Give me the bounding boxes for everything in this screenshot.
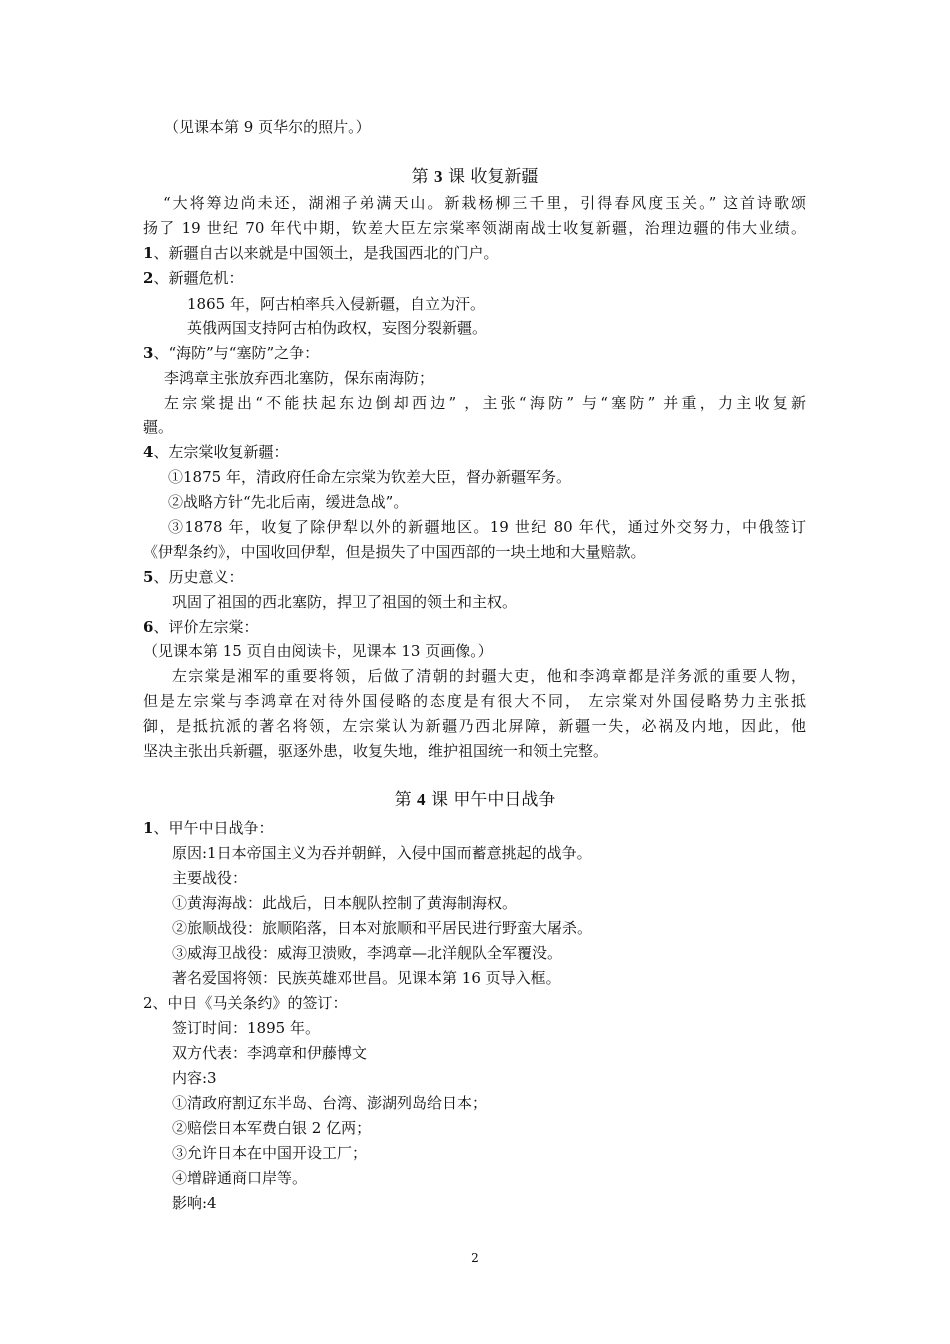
evaluation-para-line-1: 左宗棠是湘军的重要将领，后做了清朝的封疆大吏，他和李鸿章都是洋务派的重要人物， xyxy=(172,667,806,685)
war-section-text: 、甲午中日战争： xyxy=(153,819,274,837)
war-section-heading xyxy=(143,818,273,838)
section-3-number: 3 xyxy=(143,344,154,362)
lesson-4-title-text: 课 甲午中日战争 xyxy=(430,790,556,810)
section-2-number: 2 xyxy=(143,269,154,287)
main-battles-label: 主要战役： xyxy=(172,869,248,887)
section-3-heading xyxy=(143,343,319,363)
section-5-item: 巩固了祖国的西北塞防，捍卫了祖国的领土和主权。 xyxy=(172,593,518,611)
section-3-item-a: 李鸿章主张放弃西北塞防，保东南海防； xyxy=(164,369,435,387)
treaty-clause-3: ③允许日本在中国开设工厂； xyxy=(172,1144,368,1162)
section-2-item-a: 1865 年，阿古柏率兵入侵新疆，自立为汗。 xyxy=(187,295,485,313)
famous-general: 著名爱国将领：民族英雄邓世昌。见课本第 16 页导入框。 xyxy=(172,969,561,987)
section-4-heading xyxy=(143,442,288,462)
war-cause: 原因:1日本帝国主义为吞并朝鲜，入侵中国而蓄意挑起的战争。 xyxy=(172,844,592,862)
evaluation-para-line-2: 但是左宗棠与李鸿章在对待外国侵略的态度是有很大不同， 左宗棠对外国侵略势力主张抵 xyxy=(143,692,806,710)
section-3-item-b-line-1: 左宗棠提出“不能扶起东边倒却西边” ，主张“海防” 与“塞防” 并重，力主收复新 xyxy=(164,394,806,412)
treaty-content-label: 内容:3 xyxy=(172,1069,217,1087)
treaty-representatives: 双方代表：李鸿章和伊藤博文 xyxy=(172,1044,368,1062)
section-4-item-1: ①1875 年，清政府任命左宗棠为钦差大臣，督办新疆军务。 xyxy=(168,468,571,486)
section-6-text: 、评价左宗棠： xyxy=(153,618,259,636)
section-1-number: 1 xyxy=(143,244,154,262)
treaty-section-heading: 2、中日《马关条约》的签订： xyxy=(143,994,348,1012)
poem-intro-line-1: “大将筹边尚未还，湖湘子弟满天山。新栽杨柳三千里，引得春风度玉关。” 这首诗歌颂 xyxy=(163,194,806,212)
section-5-heading xyxy=(143,567,243,587)
section-1-text: 、新疆自古以来就是中国领土，是我国西北的门户。 xyxy=(153,244,499,262)
section-6-reference: （见课本第 15 页自由阅读卡，见课本 13 页画像。） xyxy=(143,642,493,660)
section-4-item-3-line-2: 《伊犁条约》，中国收回伊犁，但是损失了中国西部的一块土地和大量赔款。 xyxy=(143,543,646,561)
section-3-text: 、“海防”与“塞防”之争： xyxy=(153,344,320,362)
section-2-item-b: 英俄两国支持阿古柏伪政权，妄图分裂新疆。 xyxy=(187,319,488,337)
treaty-clause-2: ②赔偿日本军费白银 2 亿两； xyxy=(172,1119,372,1137)
lesson-3-title-pre: 第 xyxy=(411,167,429,187)
section-5-text: 、历史意义： xyxy=(153,568,244,586)
section-4-number: 4 xyxy=(143,443,154,461)
treaty-clause-4: ④增辟通商口岸等。 xyxy=(172,1169,308,1187)
section-2-text: 、新疆危机： xyxy=(153,269,244,287)
treaty-impact-label: 影响:4 xyxy=(172,1194,217,1212)
section-4-text: 、左宗棠收复新疆： xyxy=(153,443,289,461)
lesson-3-number: 3 xyxy=(434,167,443,186)
section-6-heading xyxy=(143,617,258,637)
lesson-4-title xyxy=(0,789,950,811)
section-3-item-b-line-2: 疆。 xyxy=(143,418,174,436)
battle-1: ①黄海海战：此战后，日本舰队控制了黄海制海权。 xyxy=(172,894,518,912)
war-section-number: 1 xyxy=(143,819,154,837)
photo-reference-note: （见课本第 9 页华尔的照片。） xyxy=(164,118,371,136)
section-2-heading xyxy=(143,268,243,288)
evaluation-para-line-4: 坚决主张出兵新疆，驱逐外患，收复失地，维护祖国统一和领土完整。 xyxy=(143,742,609,760)
treaty-clause-1: ①清政府割辽东半岛、台湾、澎湖列岛给日本； xyxy=(172,1094,488,1112)
section-6-number: 6 xyxy=(143,618,154,636)
lesson-4-title-pre: 第 xyxy=(394,790,412,810)
section-4-item-3-line-1: ③1878 年，收复了除伊犁以外的新疆地区。19 世纪 80 年代，通过外交努力，中俄签订 xyxy=(168,518,806,536)
battle-3: ③威海卫战役：威海卫溃败，李鸿章—北洋舰队全军覆没。 xyxy=(172,944,563,962)
battle-2: ②旅顺战役：旅顺陷落，日本对旅顺和平居民进行野蛮大屠杀。 xyxy=(172,919,593,937)
page-number: 2 xyxy=(471,1251,479,1265)
section-4-item-2: ②战略方针“先北后南，缓进急战”。 xyxy=(168,493,409,511)
section-1-heading xyxy=(143,243,498,263)
treaty-time: 签订时间：1895 年。 xyxy=(172,1019,320,1037)
poem-intro-line-2: 扬了 19 世纪 70 年代中期，钦差大臣左宗棠率领湖南战士收复新疆，治理边疆的伟大业绩。 xyxy=(143,219,806,237)
section-5-number: 5 xyxy=(143,568,154,586)
lesson-3-title-text: 课 收复新疆 xyxy=(447,167,539,187)
lesson-3-title xyxy=(0,166,950,188)
evaluation-para-line-3: 御，是抵抗派的著名将领，左宗棠认为新疆乃西北屏障，新疆一失，必祸及内地，因此，他 xyxy=(143,717,806,735)
lesson-4-number: 4 xyxy=(417,790,426,809)
